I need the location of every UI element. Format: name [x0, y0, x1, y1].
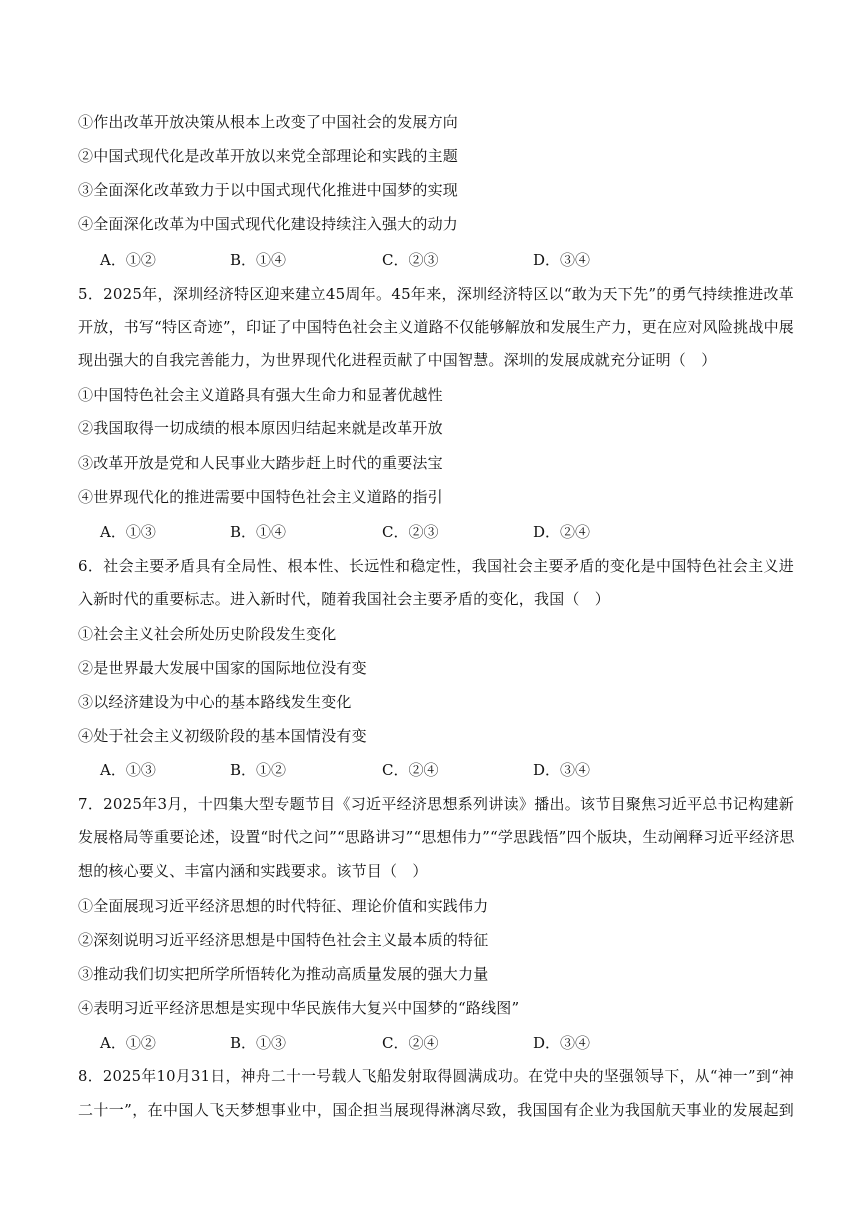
q7-option-a: A．①②: [100, 1034, 156, 1052]
q8-stem-line-1: 8．2025年10月31日，神舟二十一号载人飞船发射取得圆满成功。在党中央的坚强领导下，从“神一”到“神: [78, 1068, 794, 1085]
q7-stem-line-1: 7．2025年3月，十四集大型专题节目《习近平经济思想系列讲读》播出。该节目聚焦习近平总书记构建新: [78, 795, 794, 813]
q7-stem-line-2: 发展格局等重要论述，设置“时代之问”“思路讲习”“思想伟力”“学思践悟”四个版块，生动阐释习近平经济思: [78, 828, 795, 846]
q4-option-b: B．①④: [230, 251, 287, 269]
q6-option-d: D．③④: [533, 761, 591, 779]
q7-statement-4: ④表明习近平经济思想是实现中华民族伟大复兴中国梦的“路线图”: [78, 999, 520, 1017]
q6-statement-1: ①社会主义社会所处历史阶段发生变化: [78, 625, 337, 643]
q5-statement-2: ②我国取得一切成绩的根本原因归结起来就是改革开放: [78, 419, 443, 437]
q6-stem-line-1: 6．社会主要矛盾具有全局性、根本性、长远性和稳定性，我国社会主要矛盾的变化是中国特色社会主义进: [78, 557, 794, 575]
q6-statement-4: ④处于社会主义初级阶段的基本国情没有变: [78, 727, 367, 745]
q5-options: [100, 522, 700, 542]
q7-option-c: C．②④: [382, 1034, 439, 1052]
q5-statement-4: ④世界现代化的推进需要中国特色社会主义道路的指引: [78, 488, 443, 506]
q5-stem-line-1: 5．2025年，深圳经济特区迎来建立45周年。45年来，深圳经济特区以“敢为天下先”的勇气持续推进改革: [78, 285, 794, 303]
q7-option-b: B．①③: [230, 1034, 287, 1052]
q5-statement-1: ①中国特色社会主义道路具有强大生命力和显著优越性: [78, 386, 443, 404]
q5-stem-line-3: 现出强大的自我完善能力，为世界现代化进程贡献了中国智慧。深圳的发展成就充分证明（ ）: [78, 351, 717, 369]
q6-option-c: C．②④: [382, 761, 439, 779]
q7-options: [100, 1033, 700, 1053]
q5-option-b: B．①④: [230, 523, 287, 541]
q5-option-d: D．②④: [533, 523, 591, 541]
q6-option-b: B．①②: [230, 761, 287, 779]
q4-statement-1: ①作出改革开放决策从根本上改变了中国社会的发展方向: [78, 113, 459, 131]
q7-option-d: D．③④: [533, 1034, 591, 1052]
q7-statement-3: ③推动我们切实把所学所悟转化为推动高质量发展的强大力量: [78, 965, 489, 983]
q6-stem-line-2: 入新时代的重要标志。进入新时代，随着我国社会主要矛盾的变化，我国（ ）: [78, 590, 611, 608]
q4-statement-4: ④全面深化改革为中国式现代化建设持续注入强大的动力: [78, 215, 459, 233]
q8-stem-line-2: 二十一”，在中国人飞天梦想事业中，国企担当展现得淋漓尽致，我国国有企业为我国航天事业的发展起到: [78, 1101, 794, 1119]
q5-option-a: A．①③: [100, 523, 156, 541]
q4-options: [100, 250, 700, 270]
q5-statement-3: ③改革开放是党和人民事业大踏步赶上时代的重要法宝: [78, 454, 443, 472]
q7-stem-line-3: 想的核心要义、丰富内涵和实践要求。该节目（ ）: [78, 862, 428, 880]
q7-statement-2: ②深刻说明习近平经济思想是中国特色社会主义最本质的特征: [78, 931, 489, 949]
q6-statement-3: ③以经济建设为中心的基本路线发生变化: [78, 693, 352, 711]
q7-statement-1: ①全面展现习近平经济思想的时代特征、理论价值和实践伟力: [78, 897, 489, 915]
q6-statement-2: ②是世界最大发展中国家的国际地位没有变: [78, 659, 367, 677]
q4-statement-3: ③全面深化改革致力于以中国式现代化推进中国梦的实现: [78, 181, 459, 199]
q5-option-c: C．②③: [382, 523, 439, 541]
q4-option-d: D．③④: [533, 251, 591, 269]
q6-option-a: A．①③: [100, 761, 156, 779]
q5-stem-line-2: 开放，书写“特区奇迹”，印证了中国特色社会主义道路不仅能够解放和发展生产力，更在应对风险挑战中展: [78, 318, 794, 336]
q4-option-a: A．①②: [100, 251, 156, 269]
q4-statement-2: ②中国式现代化是改革开放以来党全部理论和实践的主题: [78, 147, 459, 165]
q4-option-c: C．②③: [382, 251, 439, 269]
q6-options: [100, 760, 700, 780]
